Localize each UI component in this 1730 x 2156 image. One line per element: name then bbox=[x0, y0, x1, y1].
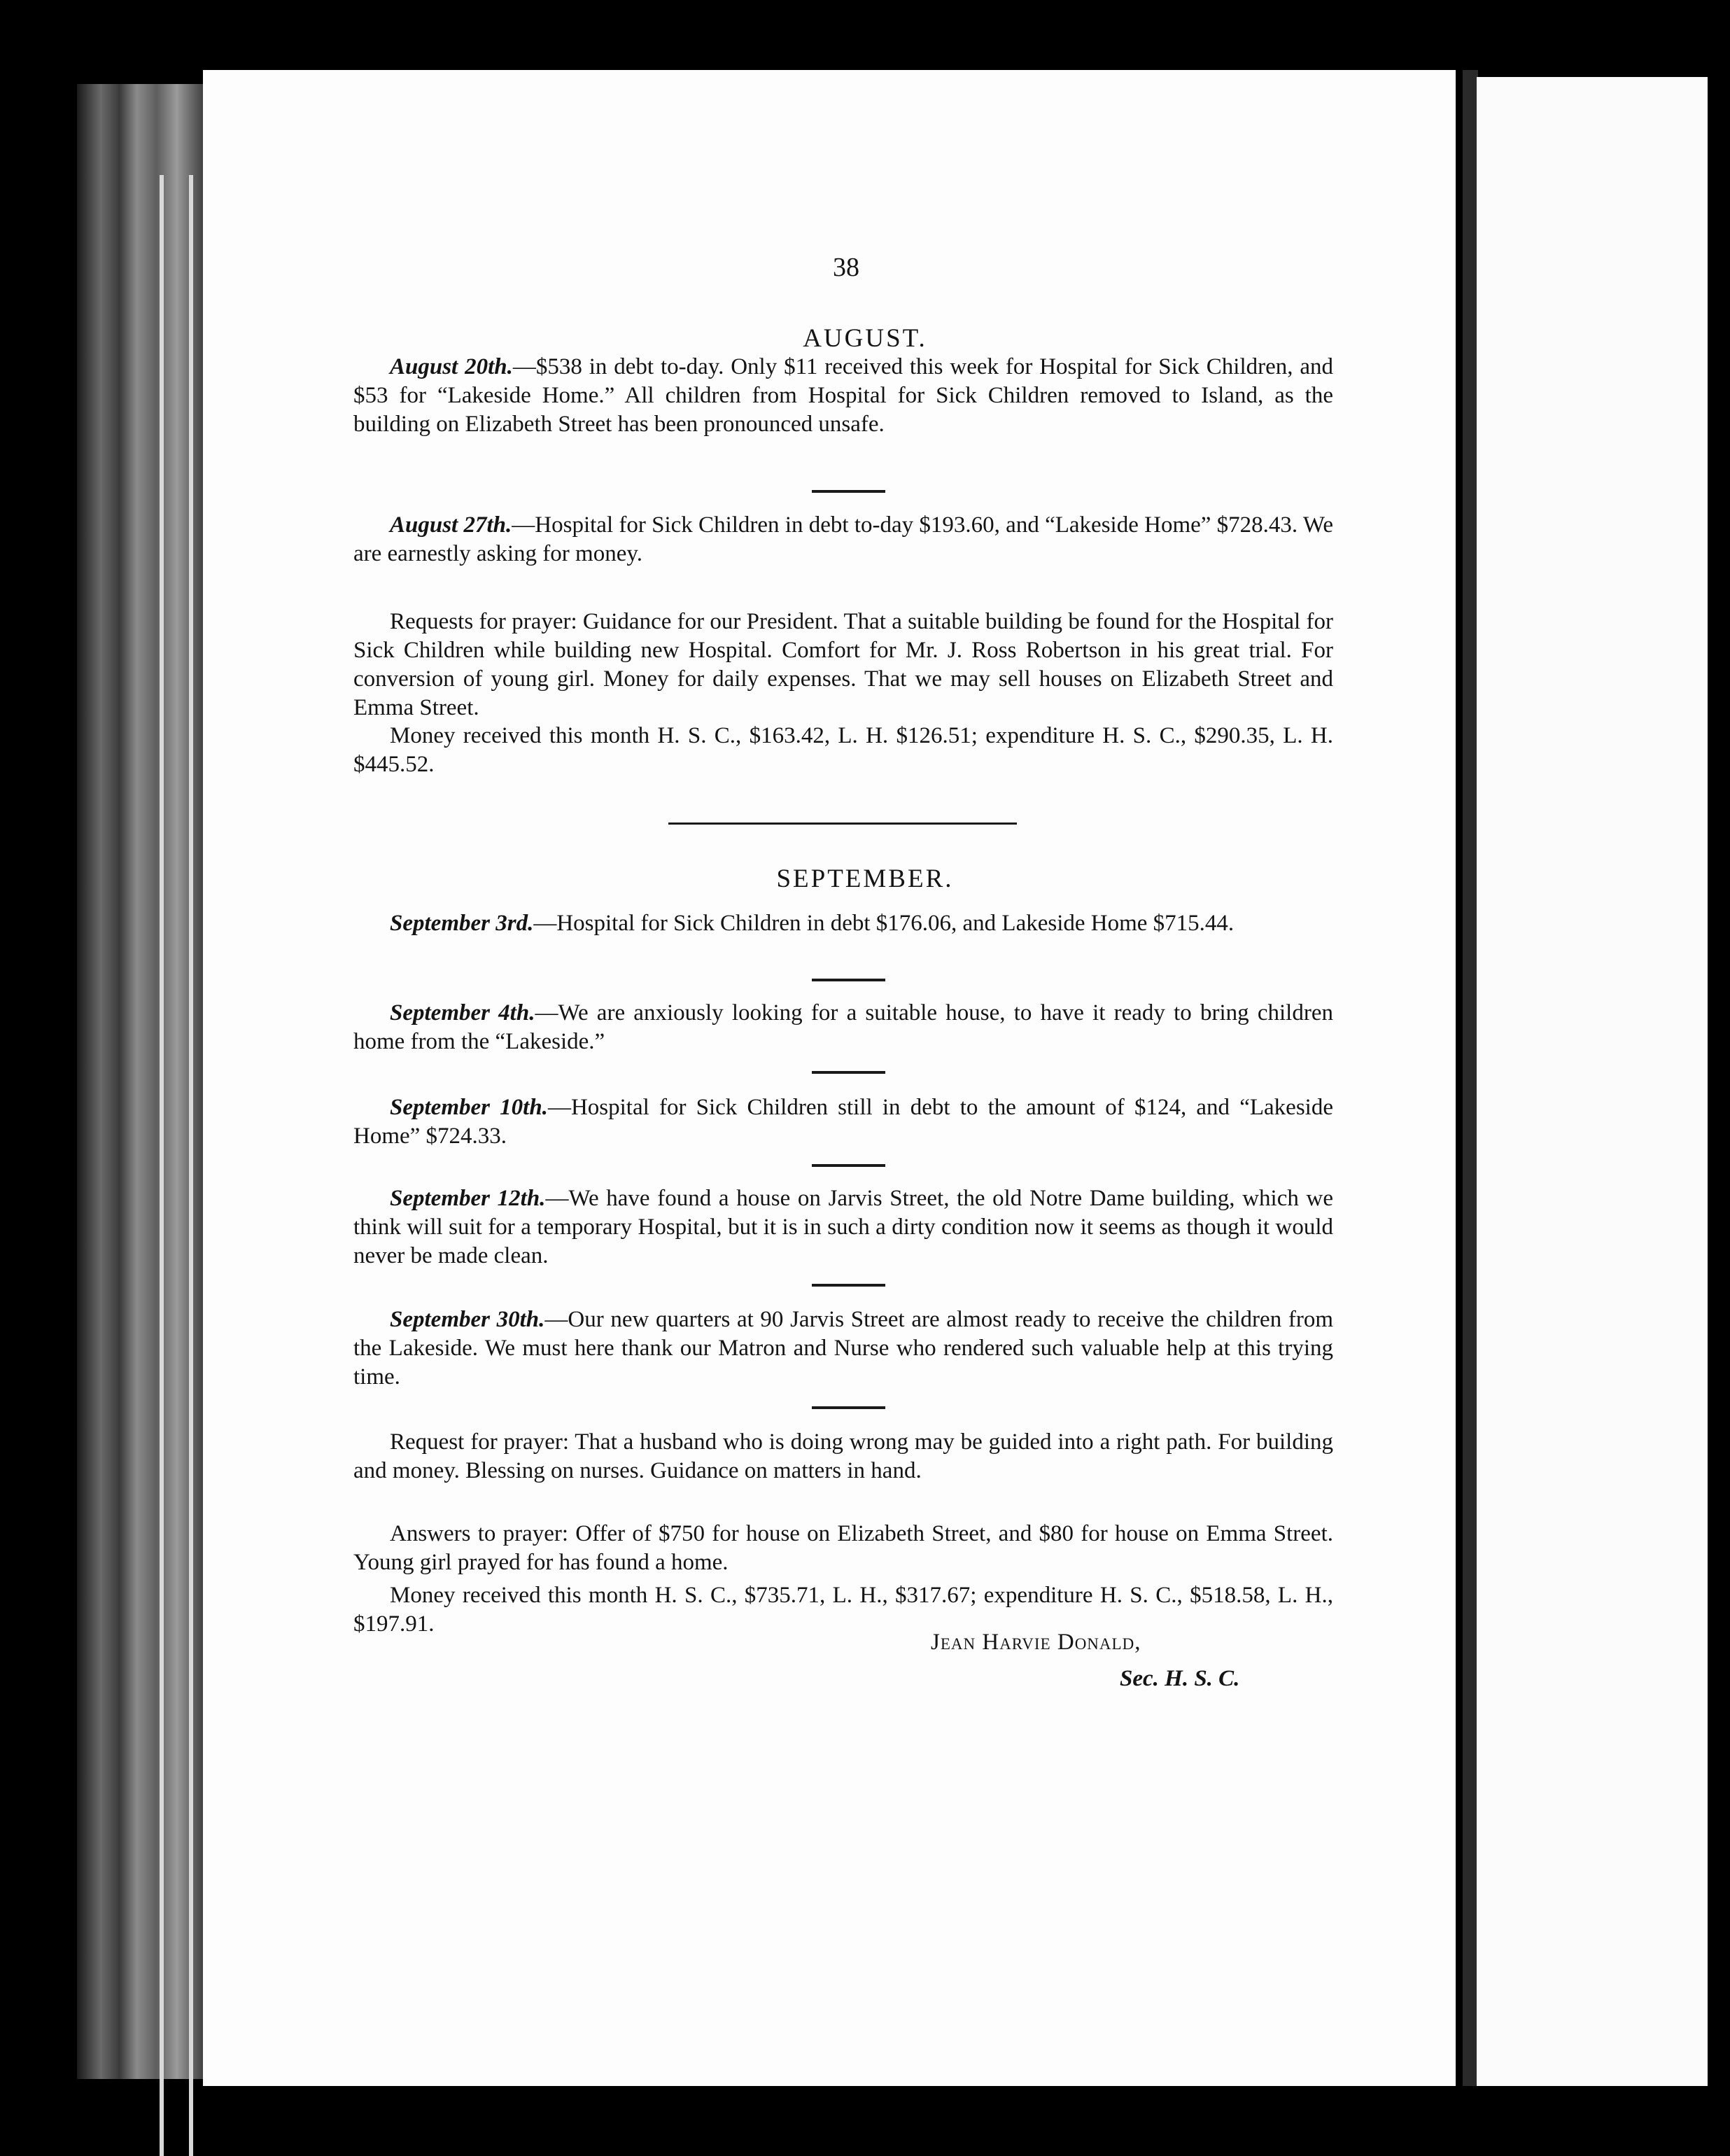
diary-entry bbox=[353, 909, 1333, 938]
entry-divider bbox=[812, 979, 885, 981]
diary-entry bbox=[353, 1184, 1333, 1270]
facing-page bbox=[1477, 77, 1708, 2086]
entry-divider bbox=[812, 490, 885, 493]
prayer-answers: Answers to prayer: Offer of $750 for house on Elizabeth Street, and $80 for house on Emma Street. Young girl prayed for has found a home. bbox=[353, 1521, 1333, 1575]
money-summary: Money received this month H. S. C., $735.71, L. H., $317.67; expenditure H. S. C., $518.58, L. H., $197.91. bbox=[353, 1583, 1333, 1637]
entry-date: September 3rd. bbox=[390, 911, 534, 936]
book-binding bbox=[77, 84, 210, 2079]
money-summary: Money received this month H. S. C., $163.42, L. H. $126.51; expenditure H. S. C., $290.35, L. H. $445.52. bbox=[353, 723, 1333, 777]
entry-text: —Our new quarters at 90 Jarvis Street are almost ready to receive the children from the Lakeside. We must here thank our Matron and Nurse who rendered such valuable help at this trying time. bbox=[353, 1307, 1333, 1390]
entry-date: September 12th. bbox=[390, 1186, 546, 1211]
diary-entry bbox=[353, 1306, 1333, 1392]
entry-divider bbox=[812, 1164, 885, 1167]
diary-entry bbox=[353, 999, 1333, 1056]
diary-entry bbox=[353, 1093, 1333, 1151]
prayer-requests: Request for prayer: That a husband who is doing wrong may be guided into a right path. For building and money. Blessing on nurses. Guidance on matters in hand. bbox=[353, 1429, 1333, 1483]
binding-edge-line bbox=[160, 175, 164, 2156]
entry-text: —Hospital for Sick Children in debt $176.06, and Lakeside Home $715.44. bbox=[533, 911, 1235, 936]
entry-date: August 27th. bbox=[390, 512, 512, 538]
signature-title: Sec. H. S. C. bbox=[1120, 1666, 1240, 1691]
section-heading-august: AUGUST. bbox=[803, 324, 927, 353]
section-heading-september: SEPTEMBER. bbox=[776, 864, 954, 893]
entry-date: August 20th. bbox=[390, 354, 513, 379]
entry-divider bbox=[812, 1406, 885, 1409]
page-gutter bbox=[1463, 70, 1478, 2086]
binding-edge-line bbox=[189, 175, 193, 2156]
signature-name: Jean Harvie Donald, bbox=[931, 1630, 1141, 1655]
entry-divider bbox=[812, 1284, 885, 1287]
entry-date: September 10th. bbox=[390, 1095, 548, 1120]
entry-date: September 30th. bbox=[390, 1307, 545, 1332]
entry-text: —Hospital for Sick Children in debt to-day $193.60, and “Lakeside Home” $728.43. We are earnestly asking for money. bbox=[353, 512, 1334, 566]
diary-entry bbox=[353, 511, 1333, 568]
entry-text: —Hospital for Sick Children still in debt to the amount of $124, and “Lakeside Home” $724.33. bbox=[353, 1095, 1333, 1149]
prayer-requests: Requests for prayer: Guidance for our President. That a suitable building be found for the Hospital for Sick Children while building new Hospital. Comfort for Mr. J. Ross Robertson in his great trial. For conversion of young girl. Money for daily expenses. That we may sell houses on Elizabeth Street and Emma Street. bbox=[353, 609, 1333, 720]
entry-divider bbox=[812, 1071, 885, 1074]
entry-text: —We have found a house on Jarvis Street, the old Notre Dame building, which we think will suit for a temporary Hospital, but it is in such a dirty condition now it seems as though it would never be made clean. bbox=[353, 1186, 1334, 1268]
section-divider bbox=[668, 822, 1017, 825]
entry-date: September 4th. bbox=[390, 1000, 535, 1026]
page-number: 38 bbox=[833, 253, 859, 282]
entry-text: —We are anxiously looking for a suitable house, to have it ready to bring children home from the “Lakeside.” bbox=[353, 1000, 1333, 1054]
diary-entry bbox=[353, 353, 1333, 439]
entry-text: —$538 in debt to-day. Only $11 received this week for Hospital for Sick Children, and $53 for “Lakeside Home.” All children from Hospital for Sick Children removed to Island, as the building on Elizabeth Street has been pronounced unsafe. bbox=[353, 354, 1334, 437]
